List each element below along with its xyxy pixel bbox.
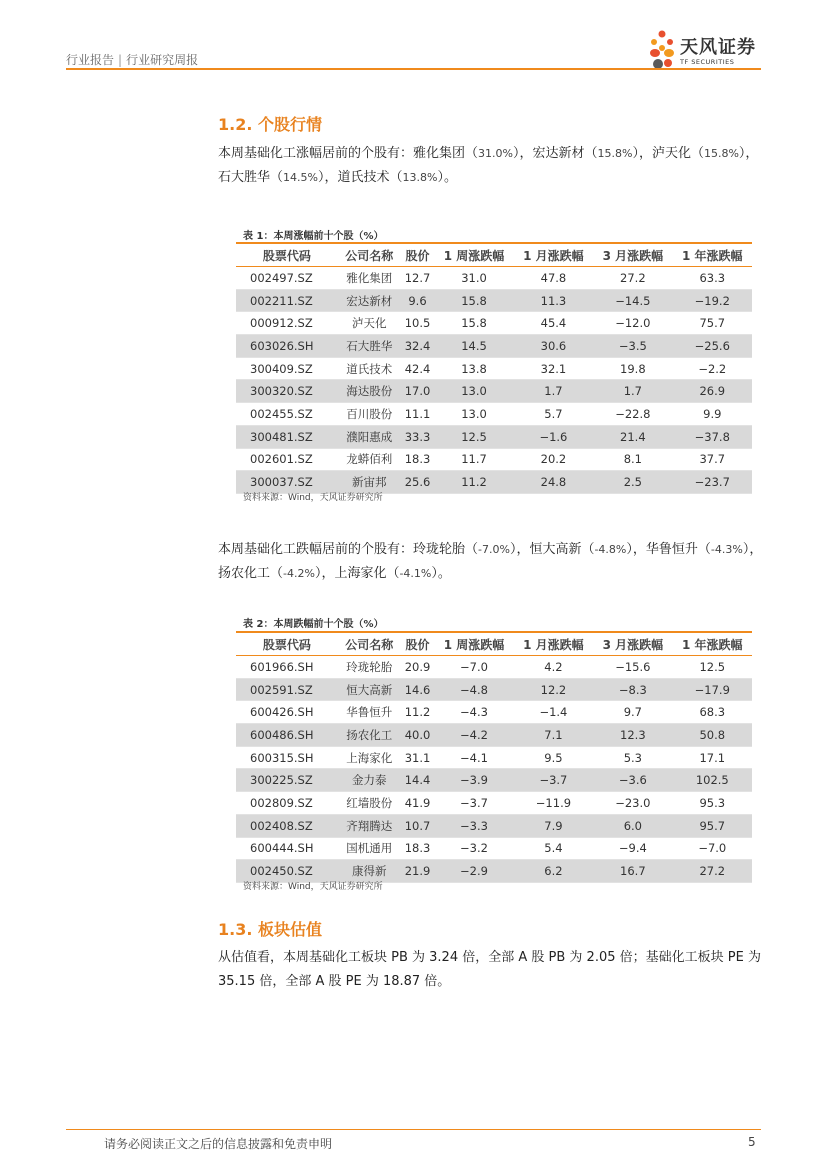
table-cell: 601966.SH: [236, 656, 338, 679]
table-cell: 7.9: [514, 814, 593, 837]
table-cell: 37.7: [673, 448, 752, 471]
table-cell: 26.9: [673, 380, 752, 403]
table-cell: 15.8: [434, 312, 513, 335]
table-cell: 19.8: [593, 357, 672, 380]
para-text: ），华鲁恒升（: [626, 542, 711, 557]
table-cell: 21.4: [593, 425, 672, 448]
table-cell: 玲珑轮胎: [338, 656, 401, 679]
para-text: ），上海家化（: [314, 566, 400, 581]
para-pct: 15.8%: [597, 147, 633, 160]
table-cell: −3.7: [434, 792, 513, 815]
table2-caption: 表 2：本周跌幅前十个股（%）: [243, 619, 384, 630]
table-cell: 32.1: [514, 357, 593, 380]
report-subcategory: 行业研究周报: [126, 53, 199, 67]
table-row: [236, 425, 752, 448]
table-cell: 12.7: [401, 267, 435, 290]
table-cell: −3.6: [593, 769, 672, 792]
report-category: 行业报告: [66, 53, 115, 67]
table-cell: 11.3: [514, 289, 593, 312]
column-header: 股价: [401, 244, 435, 267]
table-cell: 17.0: [401, 380, 435, 403]
table-cell: 1.7: [593, 380, 672, 403]
table-cell: −3.3: [434, 814, 513, 837]
table-cell: 27.2: [673, 860, 752, 883]
table-cell: 600315.SH: [236, 746, 338, 769]
table-cell: 95.3: [673, 792, 752, 815]
table-cell: −7.0: [434, 656, 513, 679]
column-header: 1 月涨跌幅: [514, 244, 593, 267]
table-cell: 5.3: [593, 746, 672, 769]
para-pct: 14.5%: [283, 171, 318, 184]
para-text: ），宏达新材（: [512, 146, 598, 161]
valuation-paragraph: 从估值看，本周基础化工板块 PB 为 3.24 倍，全部 A 股 PB 为 2.05 倍；基础化工板块 PE 为 35.15 倍，全部 A 股 PE 为 18.87 倍。: [218, 950, 761, 989]
table-row: [236, 814, 752, 837]
para-pct: 31.0%: [478, 147, 513, 160]
table-cell: 33.3: [401, 425, 435, 448]
table-cell: 300037.SZ: [236, 471, 338, 494]
table-row: [236, 357, 752, 380]
table-cell: 300320.SZ: [236, 380, 338, 403]
table-cell: −2.9: [434, 860, 513, 883]
logo-name: 天风证券: [680, 37, 756, 58]
table-cell: 12.5: [434, 425, 513, 448]
table-cell: 002408.SZ: [236, 814, 338, 837]
table-row: [236, 701, 752, 724]
table-row: [236, 335, 752, 358]
table-cell: 14.4: [401, 769, 435, 792]
table-cell: −8.3: [593, 678, 672, 701]
table-cell: 95.7: [673, 814, 752, 837]
table-cell: 9.9: [673, 403, 752, 426]
para-text: ）。: [431, 566, 451, 581]
table-cell: 石大胜华: [338, 335, 401, 358]
table-cell: 6.0: [593, 814, 672, 837]
para-text: ），扬农化工（: [218, 542, 763, 581]
table-cell: 11.2: [401, 701, 435, 724]
page-number: 5: [748, 1135, 756, 1149]
table-cell: 600444.SH: [236, 837, 338, 860]
table-cell: 14.6: [401, 678, 435, 701]
table-cell: 31.0: [434, 267, 513, 290]
footer-divider: [66, 1129, 761, 1130]
table-cell: 12.5: [673, 656, 752, 679]
column-header: 1 周涨跌幅: [434, 633, 513, 656]
table-cell: 百川股份: [338, 403, 401, 426]
table-cell: −25.6: [673, 335, 752, 358]
table-cell: 002601.SZ: [236, 448, 338, 471]
column-header: 1 年涨跌幅: [673, 633, 752, 656]
para-text: ），石大胜华（: [218, 146, 759, 185]
table-cell: 18.3: [401, 837, 435, 860]
table-cell: 47.8: [514, 267, 593, 290]
table-row: [236, 792, 752, 815]
para-pct: -4.8%: [594, 543, 627, 556]
table1-caption: 表 1：本周涨幅前十个股（%）: [243, 231, 384, 242]
table-cell: −37.8: [673, 425, 752, 448]
table-row: [236, 267, 752, 290]
para-text: ），恒大高新（: [509, 542, 595, 557]
para-text: 本周基础化工跌幅居前的个股有：玲珑轮胎（: [218, 542, 479, 557]
table-cell: 31.1: [401, 746, 435, 769]
table-row: [236, 289, 752, 312]
table-cell: 11.7: [434, 448, 513, 471]
table-cell: 25.6: [401, 471, 435, 494]
gainers-paragraph: [218, 142, 763, 190]
table-cell: 扬农化工: [338, 724, 401, 747]
column-header: 1 年涨跌幅: [673, 244, 752, 267]
table-cell: 002497.SZ: [236, 267, 338, 290]
table-cell: 20.2: [514, 448, 593, 471]
table-cell: −9.4: [593, 837, 672, 860]
table-cell: 9.7: [593, 701, 672, 724]
section-title-1-2: 1.2. 个股行情: [218, 115, 322, 134]
table-cell: −4.2: [434, 724, 513, 747]
table-cell: −7.0: [673, 837, 752, 860]
table-cell: 齐翔腾达: [338, 814, 401, 837]
column-header: 股票代码: [236, 244, 338, 267]
table-cell: 红墙股份: [338, 792, 401, 815]
table-cell: 12.2: [514, 678, 593, 701]
table-cell: 4.2: [514, 656, 593, 679]
table-cell: 14.5: [434, 335, 513, 358]
para-pct: -4.2%: [283, 567, 315, 580]
table-cell: 002591.SZ: [236, 678, 338, 701]
table-cell: −1.4: [514, 701, 593, 724]
table-cell: −14.5: [593, 289, 672, 312]
table-cell: 300481.SZ: [236, 425, 338, 448]
table2-source: 资料来源：Wind，天风证券研究所: [243, 882, 383, 892]
column-header: 3 月涨跌幅: [593, 633, 672, 656]
table-row: [236, 746, 752, 769]
table-cell: 002809.SZ: [236, 792, 338, 815]
table-row: [236, 448, 752, 471]
table-cell: −4.8: [434, 678, 513, 701]
table-cell: −17.9: [673, 678, 752, 701]
table-cell: 17.1: [673, 746, 752, 769]
section-title-1-3: 1.3. 板块估值: [218, 920, 322, 939]
column-header: 公司名称: [338, 244, 401, 267]
table-cell: 20.9: [401, 656, 435, 679]
table-cell: 恒大高新: [338, 678, 401, 701]
table-cell: 15.8: [434, 289, 513, 312]
table-cell: 9.6: [401, 289, 435, 312]
table-cell: 27.2: [593, 267, 672, 290]
table-cell: 宏达新材: [338, 289, 401, 312]
table-cell: 10.5: [401, 312, 435, 335]
column-header: 1 周涨跌幅: [434, 244, 513, 267]
table-cell: −19.2: [673, 289, 752, 312]
table-cell: −4.3: [434, 701, 513, 724]
table-cell: 21.9: [401, 860, 435, 883]
table-cell: 8.1: [593, 448, 672, 471]
table-cell: 45.4: [514, 312, 593, 335]
footer-disclaimer: 请务必阅读正文之后的信息披露和免责申明: [104, 1137, 333, 1151]
table-row: [236, 380, 752, 403]
table-cell: 金力泰: [338, 769, 401, 792]
para-pct: 15.8%: [703, 147, 739, 160]
table-cell: 40.0: [401, 724, 435, 747]
table-row: [236, 403, 752, 426]
table-cell: 9.5: [514, 746, 593, 769]
table-cell: 41.9: [401, 792, 435, 815]
table-cell: 16.7: [593, 860, 672, 883]
para-text: ），道氏技术（: [317, 170, 403, 185]
table-cell: 24.8: [514, 471, 593, 494]
table-cell: 道氏技术: [338, 357, 401, 380]
para-text: 本周基础化工涨幅居前的个股有：雅化集团（: [218, 146, 479, 161]
table-row: [236, 312, 752, 335]
table-cell: 002450.SZ: [236, 860, 338, 883]
table-row: [236, 656, 752, 679]
table-cell: 63.3: [673, 267, 752, 290]
table-cell: 海达股份: [338, 380, 401, 403]
table1-source: 资料来源：Wind，天风证券研究所: [243, 493, 383, 503]
column-header: 公司名称: [338, 633, 401, 656]
para-pct: 13.8%: [402, 171, 438, 184]
column-header: 股票代码: [236, 633, 338, 656]
table-cell: 102.5: [673, 769, 752, 792]
table-cell: −1.6: [514, 425, 593, 448]
table-cell: 6.2: [514, 860, 593, 883]
table-cell: 32.4: [401, 335, 435, 358]
table-cell: 11.2: [434, 471, 513, 494]
table-cell: 7.1: [514, 724, 593, 747]
table-cell: 龙蟒佰利: [338, 448, 401, 471]
table-cell: −4.1: [434, 746, 513, 769]
table-cell: 13.8: [434, 357, 513, 380]
table-cell: −3.5: [593, 335, 672, 358]
table-cell: 12.3: [593, 724, 672, 747]
table-cell: 68.3: [673, 701, 752, 724]
table-row: [236, 769, 752, 792]
table-cell: −3.7: [514, 769, 593, 792]
table-cell: 600486.SH: [236, 724, 338, 747]
table-cell: 上海家化: [338, 746, 401, 769]
table-cell: 康得新: [338, 860, 401, 883]
header-divider: [66, 68, 761, 70]
table-cell: 濮阳惠成: [338, 425, 401, 448]
top-gainers-table: [236, 244, 752, 494]
logo-subtitle: TF SECURITIES: [680, 58, 735, 66]
table-cell: 50.8: [673, 724, 752, 747]
table-cell: 新宙邦: [338, 471, 401, 494]
para-pct: -4.1%: [399, 567, 432, 580]
table-cell: 10.7: [401, 814, 435, 837]
table-cell: 002455.SZ: [236, 403, 338, 426]
table-cell: 13.0: [434, 403, 513, 426]
table-cell: 国机通用: [338, 837, 401, 860]
table-cell: 11.1: [401, 403, 435, 426]
table-cell: 30.6: [514, 335, 593, 358]
column-header: 3 月涨跌幅: [593, 244, 672, 267]
decliners-paragraph: [218, 538, 763, 586]
table-cell: −3.9: [434, 769, 513, 792]
table-cell: −3.2: [434, 837, 513, 860]
para-pct: -7.0%: [478, 543, 510, 556]
table-cell: 13.0: [434, 380, 513, 403]
table-cell: 1.7: [514, 380, 593, 403]
table-cell: 600426.SH: [236, 701, 338, 724]
top-decliners-table: [236, 633, 752, 883]
table-cell: 42.4: [401, 357, 435, 380]
table-header-row: [236, 244, 752, 267]
report-header: [66, 51, 198, 68]
table-cell: −11.9: [514, 792, 593, 815]
table-cell: 5.7: [514, 403, 593, 426]
table-cell: −22.8: [593, 403, 672, 426]
para-pct: -4.3%: [710, 543, 743, 556]
table-cell: 603026.SH: [236, 335, 338, 358]
para-text: ），泸天化（: [632, 146, 704, 161]
table-row: [236, 837, 752, 860]
table-cell: 2.5: [593, 471, 672, 494]
para-text: ）。: [437, 170, 457, 185]
table-cell: 000912.SZ: [236, 312, 338, 335]
table-cell: 泸天化: [338, 312, 401, 335]
table-cell: −15.6: [593, 656, 672, 679]
column-header: 1 月涨跌幅: [514, 633, 593, 656]
table-row: [236, 678, 752, 701]
table-cell: 5.4: [514, 837, 593, 860]
table-cell: 18.3: [401, 448, 435, 471]
table-cell: −23.7: [673, 471, 752, 494]
header-separator: |: [118, 53, 123, 67]
table-cell: 雅化集团: [338, 267, 401, 290]
table-cell: −23.0: [593, 792, 672, 815]
table-header-row: [236, 633, 752, 656]
table-cell: 300409.SZ: [236, 357, 338, 380]
column-header: 股价: [401, 633, 435, 656]
table-row: [236, 724, 752, 747]
table-cell: 300225.SZ: [236, 769, 338, 792]
table-cell: 002211.SZ: [236, 289, 338, 312]
table-cell: −2.2: [673, 357, 752, 380]
table-cell: −12.0: [593, 312, 672, 335]
table-cell: 75.7: [673, 312, 752, 335]
table-cell: 华鲁恒升: [338, 701, 401, 724]
